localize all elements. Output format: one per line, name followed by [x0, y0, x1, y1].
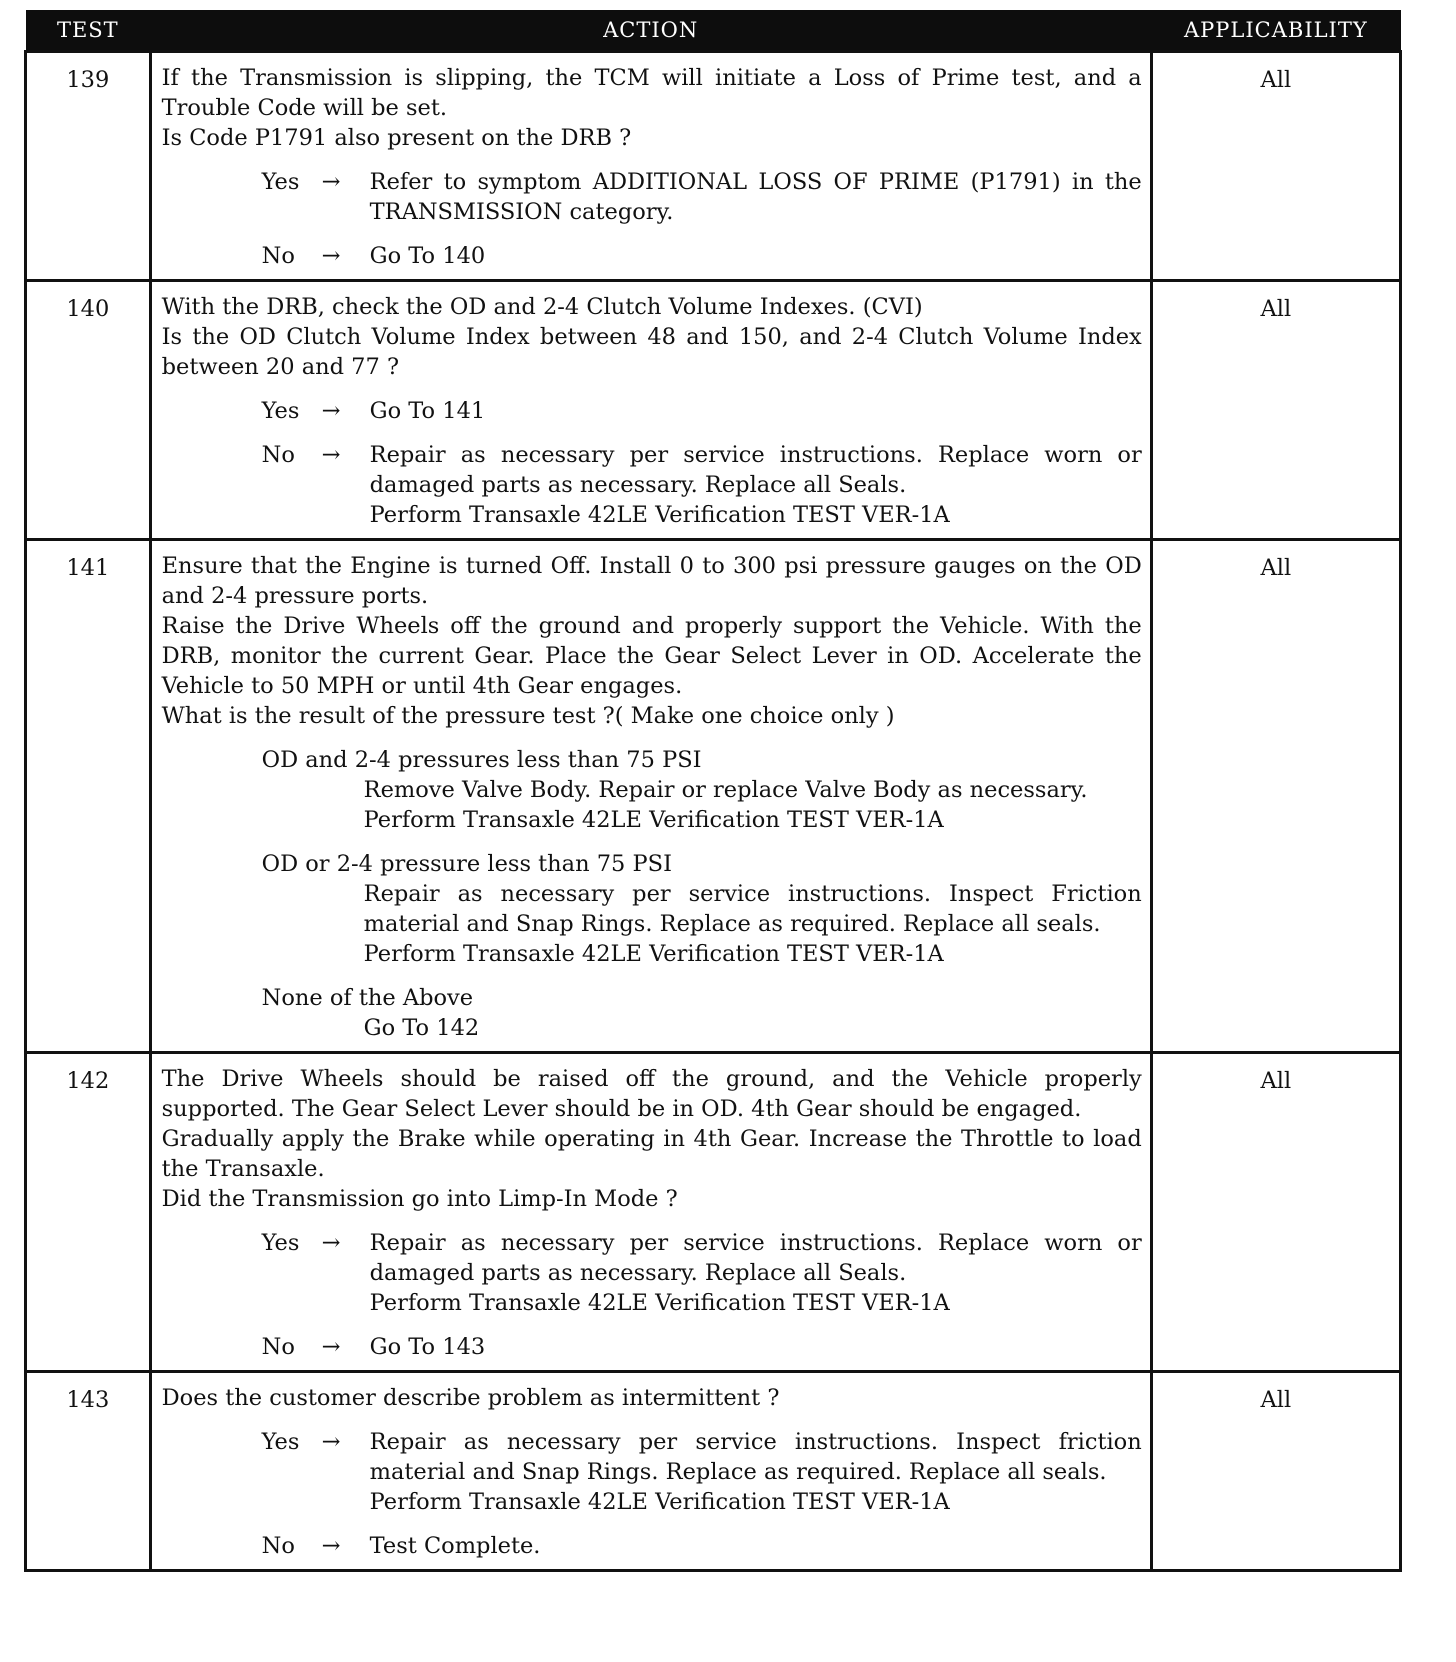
arrow-icon: →	[321, 1533, 341, 1559]
question-line: Raise the Drive Wheels off the ground and properly support the Vehicle. With the DRB, monitor the current Gear. Place the Gear Select Lever in OD. Accelerate the Vehicle to 50 MPH or until 4th Gear engages.	[161, 613, 1142, 699]
yes-branch	[262, 167, 1142, 227]
test-row-139	[26, 52, 1401, 281]
yes-result	[370, 396, 1142, 426]
choice-label: OD and 2-4 pressures less than 75 PSI	[261, 747, 702, 773]
arrow-icon: →	[321, 169, 341, 195]
choice-result	[364, 775, 1142, 835]
no-result	[370, 440, 1142, 530]
question-line: Does the customer describe problem as intermittent ?	[161, 1385, 780, 1411]
arrow-icon: →	[321, 398, 341, 424]
question-line: If the Transmission is slipping, the TCM will initiate a Loss of Prime test, and a Trouble Code will be set.	[161, 65, 1142, 121]
test-row-143	[26, 1372, 1401, 1571]
yes-branch	[262, 1427, 1142, 1517]
arrow-icon: →	[321, 442, 341, 468]
result-line: Perform Transaxle 42LE Verification TEST VER-1A	[369, 1290, 950, 1316]
result-line: Repair as necessary per service instructions. Inspect Friction material and Snap Rings. Replace as required. Replace all seals.	[363, 881, 1142, 937]
question-line: What is the result of the pressure test ?( Make one choice only )	[161, 703, 895, 729]
result-line: Perform Transaxle 42LE Verification TEST VER-1A	[369, 1489, 950, 1515]
arrow-icon: →	[321, 1230, 341, 1256]
header-action: ACTION	[150, 10, 1151, 52]
no-label: No	[261, 442, 295, 468]
test-number: 142	[26, 1053, 151, 1372]
applicability-cell: All	[1151, 1372, 1400, 1571]
applicability-cell: All	[1151, 52, 1400, 281]
choice-result	[364, 1013, 1142, 1043]
result-line: Perform Transaxle 42LE Verification TEST VER-1A	[363, 807, 944, 833]
yes-label: Yes	[261, 1429, 300, 1455]
no-label: No	[261, 1533, 295, 1559]
yes-result	[370, 167, 1142, 227]
result-line: Go To 142	[363, 1015, 480, 1041]
test-row-141	[26, 540, 1401, 1053]
action-cell	[150, 281, 1151, 540]
test-row-142	[26, 1053, 1401, 1372]
yes-label: Yes	[261, 1230, 300, 1256]
applicability-cell: All	[1151, 1053, 1400, 1372]
action-cell	[150, 52, 1151, 281]
arrow-icon: →	[321, 1429, 341, 1455]
arrow-icon: →	[321, 1334, 341, 1360]
choice-option	[262, 849, 1142, 969]
result-line: Perform Transaxle 42LE Verification TEST VER-1A	[369, 502, 950, 528]
test-number: 140	[26, 281, 151, 540]
result-line: Go To 141	[369, 398, 486, 424]
choice-result	[364, 879, 1142, 969]
test-row-140	[26, 281, 1401, 540]
test-question	[162, 1383, 1142, 1413]
no-result	[370, 241, 1142, 271]
test-question	[162, 292, 1142, 382]
result-line: Repair as necessary per service instructions. Replace worn or damaged parts as necessary. Replace all Seals.	[369, 1230, 1142, 1286]
no-branch	[262, 1332, 1142, 1362]
result-line: Repair as necessary per service instructions. Replace worn or damaged parts as necessary. Replace all Seals.	[369, 442, 1142, 498]
table-header-row	[26, 10, 1401, 52]
choice-option	[262, 983, 1142, 1043]
action-cell	[150, 540, 1151, 1053]
action-cell	[150, 1053, 1151, 1372]
header-test: TEST	[26, 10, 151, 52]
question-line: Ensure that the Engine is turned Off. Install 0 to 300 psi pressure gauges on the OD and 2-4 pressure ports.	[161, 553, 1142, 609]
choice-option	[262, 745, 1142, 835]
result-line: Go To 143	[369, 1334, 486, 1360]
header-applicability: APPLICABILITY	[1151, 10, 1400, 52]
no-result	[370, 1332, 1142, 1362]
choice-label: None of the Above	[261, 985, 474, 1011]
yes-label: Yes	[261, 398, 300, 424]
result-line: Remove Valve Body. Repair or replace Valve Body as necessary.	[363, 777, 1088, 803]
arrow-icon: →	[321, 243, 341, 269]
no-label: No	[261, 1334, 295, 1360]
test-question	[162, 551, 1142, 731]
test-number: 141	[26, 540, 151, 1053]
choice-label: OD or 2-4 pressure less than 75 PSI	[261, 851, 672, 877]
test-number: 139	[26, 52, 151, 281]
no-result	[370, 1531, 1142, 1561]
applicability-cell: All	[1151, 281, 1400, 540]
result-line: Go To 140	[369, 243, 486, 269]
result-line: Repair as necessary per service instructions. Inspect friction material and Snap Rings. Replace as required. Replace all seals.	[369, 1429, 1142, 1485]
diagnostic-procedure-page	[24, 10, 1410, 1572]
yes-branch	[262, 396, 1142, 426]
test-question	[162, 1064, 1142, 1214]
no-branch	[262, 241, 1142, 271]
question-line: Gradually apply the Brake while operating in 4th Gear. Increase the Throttle to load the Transaxle.	[161, 1126, 1142, 1182]
question-line: Is the OD Clutch Volume Index between 48 and 150, and 2-4 Clutch Volume Index between 20 and 77 ?	[161, 324, 1142, 380]
question-line: The Drive Wheels should be raised off the ground, and the Vehicle properly supported. The Gear Select Lever should be in OD. 4th Gear should be engaged.	[161, 1066, 1142, 1122]
yes-branch	[262, 1228, 1142, 1318]
question-line: Did the Transmission go into Limp-In Mode ?	[161, 1186, 678, 1212]
no-label: No	[261, 243, 295, 269]
result-line: Test Complete.	[369, 1533, 541, 1559]
result-line: Refer to symptom ADDITIONAL LOSS OF PRIME (P1791) in the TRANSMISSION category.	[369, 169, 1142, 225]
action-cell	[150, 1372, 1151, 1571]
yes-result	[370, 1427, 1142, 1517]
test-question	[162, 63, 1142, 153]
question-line: Is Code P1791 also present on the DRB ?	[161, 125, 632, 151]
test-table	[24, 10, 1402, 1572]
no-branch	[262, 440, 1142, 530]
question-line: With the DRB, check the OD and 2-4 Clutch Volume Indexes. (CVI)	[161, 294, 923, 320]
result-line: Perform Transaxle 42LE Verification TEST VER-1A	[363, 941, 944, 967]
test-number: 143	[26, 1372, 151, 1571]
no-branch	[262, 1531, 1142, 1561]
yes-result	[370, 1228, 1142, 1318]
yes-label: Yes	[261, 169, 300, 195]
applicability-cell: All	[1151, 540, 1400, 1053]
